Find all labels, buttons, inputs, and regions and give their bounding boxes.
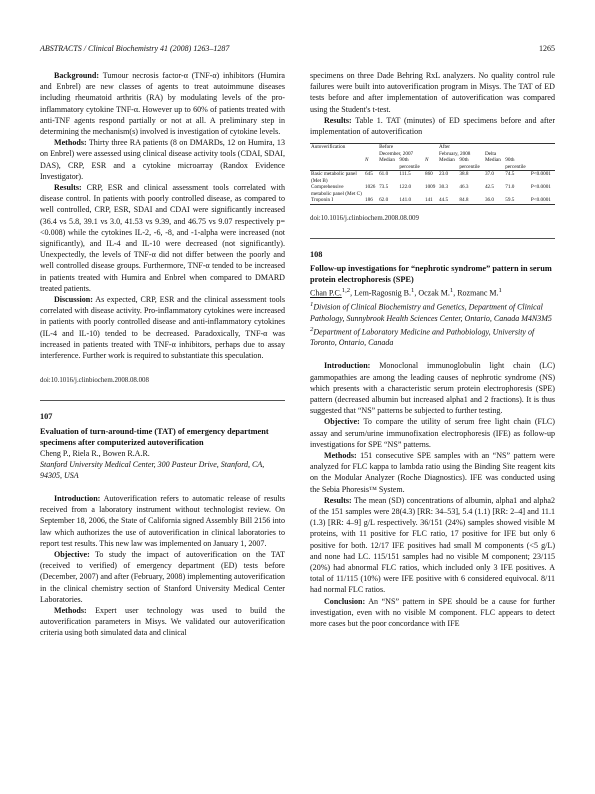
cell: 84.8: [459, 197, 469, 204]
sup: 1: [449, 287, 454, 295]
objective-paragraph: [40, 549, 285, 605]
background-label: Background:: [54, 71, 100, 80]
intro-text: Autoverification refers to automatic release of results received from a laboratory instrument without technologist review. On September 18, 2006, the State of California signed Assembly Bill 2156 into law which authorizes the use of autoverification in clinical laboratories to report test results. This new law was implemented on January 1, 2007.: [40, 493, 285, 548]
cell: 141.0: [399, 197, 412, 204]
objective-text: To study the impact of autoverification on the TAT (received to verified) of emergency department (ED) tests before (December, 2007) and after (February, 2008) implementing autoverification in the clinical chemistry section of Stanford University Medical Center Laboratories.: [40, 549, 285, 604]
table-row: [310, 184, 555, 197]
results-paragraph: [40, 182, 285, 294]
th-autoverification: Autoverification: [311, 144, 346, 151]
doi-link-107[interactable]: doi:10.1016/j.clinbiochem.2008.08.009: [310, 214, 419, 222]
th-percentile: percentile: [399, 163, 420, 170]
cell: 186: [365, 197, 373, 204]
abstract-affiliation: Stanford University Medical Center, 300 Pasteur Drive, Stanford, CA, 94305, USA: [40, 459, 265, 480]
affiliation-2: [310, 324, 555, 349]
table-caption: Table 1. TAT (minutes) of ED specimens before and after implementation of autoverification: [310, 115, 556, 137]
cell: 46.3: [459, 184, 469, 191]
methods-text: Thirty three RA patients (8 on DMARDs, 12 on Humira, 13 on Enbrel) were assessed using clinical disease activity tools (CDAI, SDAI, DAS), CRP, ESR and a cytokine microarray (Randox Evidence Investigator).: [40, 138, 285, 181]
cell: 30.3: [439, 184, 449, 191]
section-divider: [310, 238, 555, 239]
results-label-107: Results:: [324, 115, 352, 125]
th-90th3: 90th: [505, 157, 515, 164]
sup: 1: [310, 300, 314, 308]
intro-label: Introduction:: [324, 361, 371, 371]
conclusion-text: An “NS” pattern in SPE should be a cause for further investigation, even with no visible M component. FLC appears to detect more cases but the poor concordance with IFE: [310, 596, 555, 628]
th-after: After: [439, 144, 450, 151]
affiliation-1: [310, 299, 555, 324]
page-number: 1265: [539, 44, 555, 53]
continued-paragraph: specimens on three Dade Behring RxL analyzers. No quality control rule failures were built into autoverification program in Misys. The TAT of ED tests before and after implementation of autoverification was compared using the Student's t-test.: [310, 71, 555, 114]
objective-label: Objective:: [54, 549, 90, 559]
abstract-title-108: Follow-up investigations for “nephrotic syndrome” pattern in serum protein electrophoresis (SPE): [310, 264, 552, 285]
table-row: [310, 171, 555, 185]
cell: 141: [424, 197, 433, 204]
sup: 2: [310, 325, 314, 333]
row-name: Comprehensive metabolic panel (Met C): [311, 184, 362, 197]
table-row: [310, 197, 555, 204]
cell: 860: [424, 171, 433, 178]
th-december: December, 2007: [379, 150, 414, 157]
intro-paragraph-108: [310, 360, 555, 416]
sup: 1: [498, 287, 502, 295]
th-90th: 90th: [399, 157, 409, 164]
cell: 36.0: [484, 197, 495, 204]
cell: 645: [365, 171, 373, 178]
row-name: Troponin I: [311, 197, 334, 204]
th-before: Before: [379, 144, 394, 151]
author: , Oczak M.: [414, 288, 450, 298]
cell: 1026: [365, 184, 376, 191]
th-median2: Median: [439, 157, 455, 164]
cell: P<0.0001: [530, 197, 551, 204]
abstract-authors-108: [310, 285, 555, 299]
objective-paragraph-108: [310, 416, 555, 450]
cell: 37.0: [484, 171, 495, 178]
cell: 59.5: [505, 197, 515, 204]
cell: 1009: [424, 184, 436, 191]
cell: 61.0: [379, 171, 389, 178]
presenting-author: Chan P.C.: [310, 288, 342, 298]
cell: 44.5: [439, 197, 449, 204]
methods-label-107: Methods:: [54, 605, 87, 615]
cell: 42.5: [484, 184, 495, 191]
th-percentile2: percentile: [459, 163, 480, 170]
results-text: CRP, ESR and clinical assessment tools correlated with disease control. In patients with poorly controlled disease, as compared to well controlled, CRP, ESR, SDAI and CDAI were significantly increased (36.4 vs 5.8, 39.1 vs 3.0, 41.53 vs 9.39, and 46.75 vs 9.07 respectively p=<0.008) while the cytokines IL-2, -6, -8, and -1-alpha were increased (not significantly), and IL-4 and IL-10 were decreased (not significantly). Unexpectedly, the levels of TNF-α did not differ between the poorly and well controlled disease groups. Furthermore, TNF-α tended to be increased in patients treated with Humira and Enbrel when compared to DMARD treated patients.: [40, 183, 285, 293]
abstract-number-108: 108: [310, 249, 323, 259]
background-paragraph: [40, 70, 285, 137]
right-column: [310, 70, 555, 629]
tat-table: [310, 143, 555, 205]
sup: 1: [411, 287, 415, 295]
methods-paragraph-107: [40, 605, 285, 639]
background-text: Tumour necrosis factor-α (TNF-α) inhibitors (Humira and Enbrel) are new classes of agents to treat autoimmune diseases including rheumatoid arthritis (RA) by modulating levels of the pro-inflammatory cytokine TNF-α. However up to 60% of patients treated with anti-TNF agents respond partially or not at all. A preliminary step in determining the mechanism(s) involved is investigation of cytokine levels.: [40, 71, 285, 137]
intro-paragraph: [40, 493, 285, 549]
cell: P<0.0001: [530, 184, 551, 191]
results-label: Results:: [324, 495, 352, 505]
th-percentile3: percentile: [505, 163, 526, 170]
doi-link[interactable]: doi:10.1016/j.clinbiochem.2008.08.008: [40, 377, 149, 385]
results-label: Results:: [54, 183, 82, 193]
methods-paragraph: [40, 137, 285, 182]
th-n2: N: [424, 157, 429, 164]
th-median: Median: [379, 157, 395, 164]
cell: 122.0: [399, 184, 412, 191]
conclusion-label: Conclusion:: [324, 596, 366, 606]
methods-label: Methods:: [324, 450, 357, 460]
author: , Lem-Ragosnig B.: [350, 288, 412, 298]
intro-text: Monoclonal immunoglobulin light chain (LC) gammopathies are among the leading causes of nephrotic syndrome (NS) which presents with a characteristic serum protein electrophoresis (SPE) pattern (decreased albumin but increased alpha1 and 2 fractions). It is thus suggested that “NS” patterns be subjected to further testing.: [310, 361, 555, 416]
cell: 73.5: [379, 184, 389, 191]
conclusion-paragraph-108: [310, 596, 555, 630]
cell: 62.0: [379, 197, 389, 204]
cell: 38.8: [459, 171, 469, 178]
results-paragraph-108: [310, 495, 555, 596]
objective-text: To compare the utility of serum free light chain (FLC) assay and serum/urine immunofixation electrophoresis (IFE) as follow-up investigations for SPE “NS” patterns.: [310, 417, 555, 449]
sup: 1,2: [341, 287, 351, 295]
results-paragraph-107: [310, 115, 555, 137]
section-divider: [40, 400, 285, 401]
author: , Rozmanc M.: [453, 288, 499, 298]
th-february: February, 2008: [439, 150, 471, 157]
objective-label: Objective:: [324, 417, 360, 427]
intro-label: Introduction:: [54, 493, 101, 503]
methods-label: Methods:: [54, 138, 87, 148]
running-header: [40, 44, 555, 53]
affiliation-text: Department of Laboratory Medicine and Pathobiology, University of Toronto, Ontario, Canada: [310, 327, 535, 348]
abstract-number: 107: [40, 412, 53, 422]
cell: 71.0: [505, 184, 515, 191]
affiliation-text: Division of Clinical Biochemistry and Genetics, Department of Clinical Pathology, Sunnybrook Health Sciences Center, Ontario, Canada M4N3M5: [310, 302, 552, 323]
cell: 111.5: [399, 171, 411, 178]
discussion-label: Discussion:: [54, 295, 93, 305]
th-n: N: [365, 157, 369, 164]
journal-citation: ABSTRACTS / Clinical Biochemistry 41 (2008) 1263–1287: [40, 44, 230, 53]
cell: P<0.0001: [530, 171, 551, 178]
th-median3: Median: [484, 157, 501, 164]
cell: 74.5: [505, 171, 515, 178]
left-column: [40, 70, 285, 639]
abstract-authors: Cheng P., Riela R., Bowen R.A.R.: [40, 448, 150, 458]
discussion-text: As expected, CRP, ESR and the clinical assessment tools correlated with disease activity. Pro-inflammatory cytokines were increased in patients with poorly controlled disease and anti-inflammatory cytokines (IL-4 and IL-10) tended to be decreased. Paradoxically, TNF-α was increased in patients treated with TNF-α inhibitors, perhaps due to assay interference. Further work is required to substantiate this speculation.: [40, 295, 285, 361]
cell: 23.0: [439, 171, 449, 178]
discussion-paragraph: [40, 294, 285, 361]
th-delta: Delta: [484, 150, 497, 157]
th-90th2: 90th: [459, 157, 469, 164]
methods-text: 151 consecutive SPE samples with an “NS” pattern were analyzed for FLC kappa to lambda ratio using the Binding Site reagent kits on the Modular Analyzer (Roche Diagnostics). IFE was conducted using the Sebia Phoresis™ System.: [310, 450, 555, 494]
row-name: Basic metabolic panel (Met B): [311, 171, 357, 184]
abstract-title: Evaluation of turn-around-time (TAT) of emergency department specimens after computerized autoverification: [40, 426, 269, 447]
methods-text-107: Expert user technology was used to build the autoverification parameters in Misys. We validated our autoverification criteria using both simulated data and clinical: [40, 605, 285, 638]
results-text: The mean (SD) concentrations of albumin, alpha1 and alpha2 of the 151 samples were 28(4.3) [RR: 34–53], 5.4 (1.1) [RR: 2–4] and 11.1 (1.3) [RR: 4–9] g/L respectively. 36/151 (24%) samples showed visible M proteins, with 11 positive for FLC ratio, 17 positive for IFE but only 6 positive for both. 12/17 IFE positives had small M components (<5 g/L) and none had LC. 115/151 samples had no visible M component; 23/115 (20%) had abnormal FLC ratios, which included only 3 IFE positives. A total of 11/115 (10%) were IFE positive with 6 considered equivocal. 8/11 had normal FLC ratios.: [310, 495, 556, 595]
methods-paragraph-108: [310, 450, 555, 495]
